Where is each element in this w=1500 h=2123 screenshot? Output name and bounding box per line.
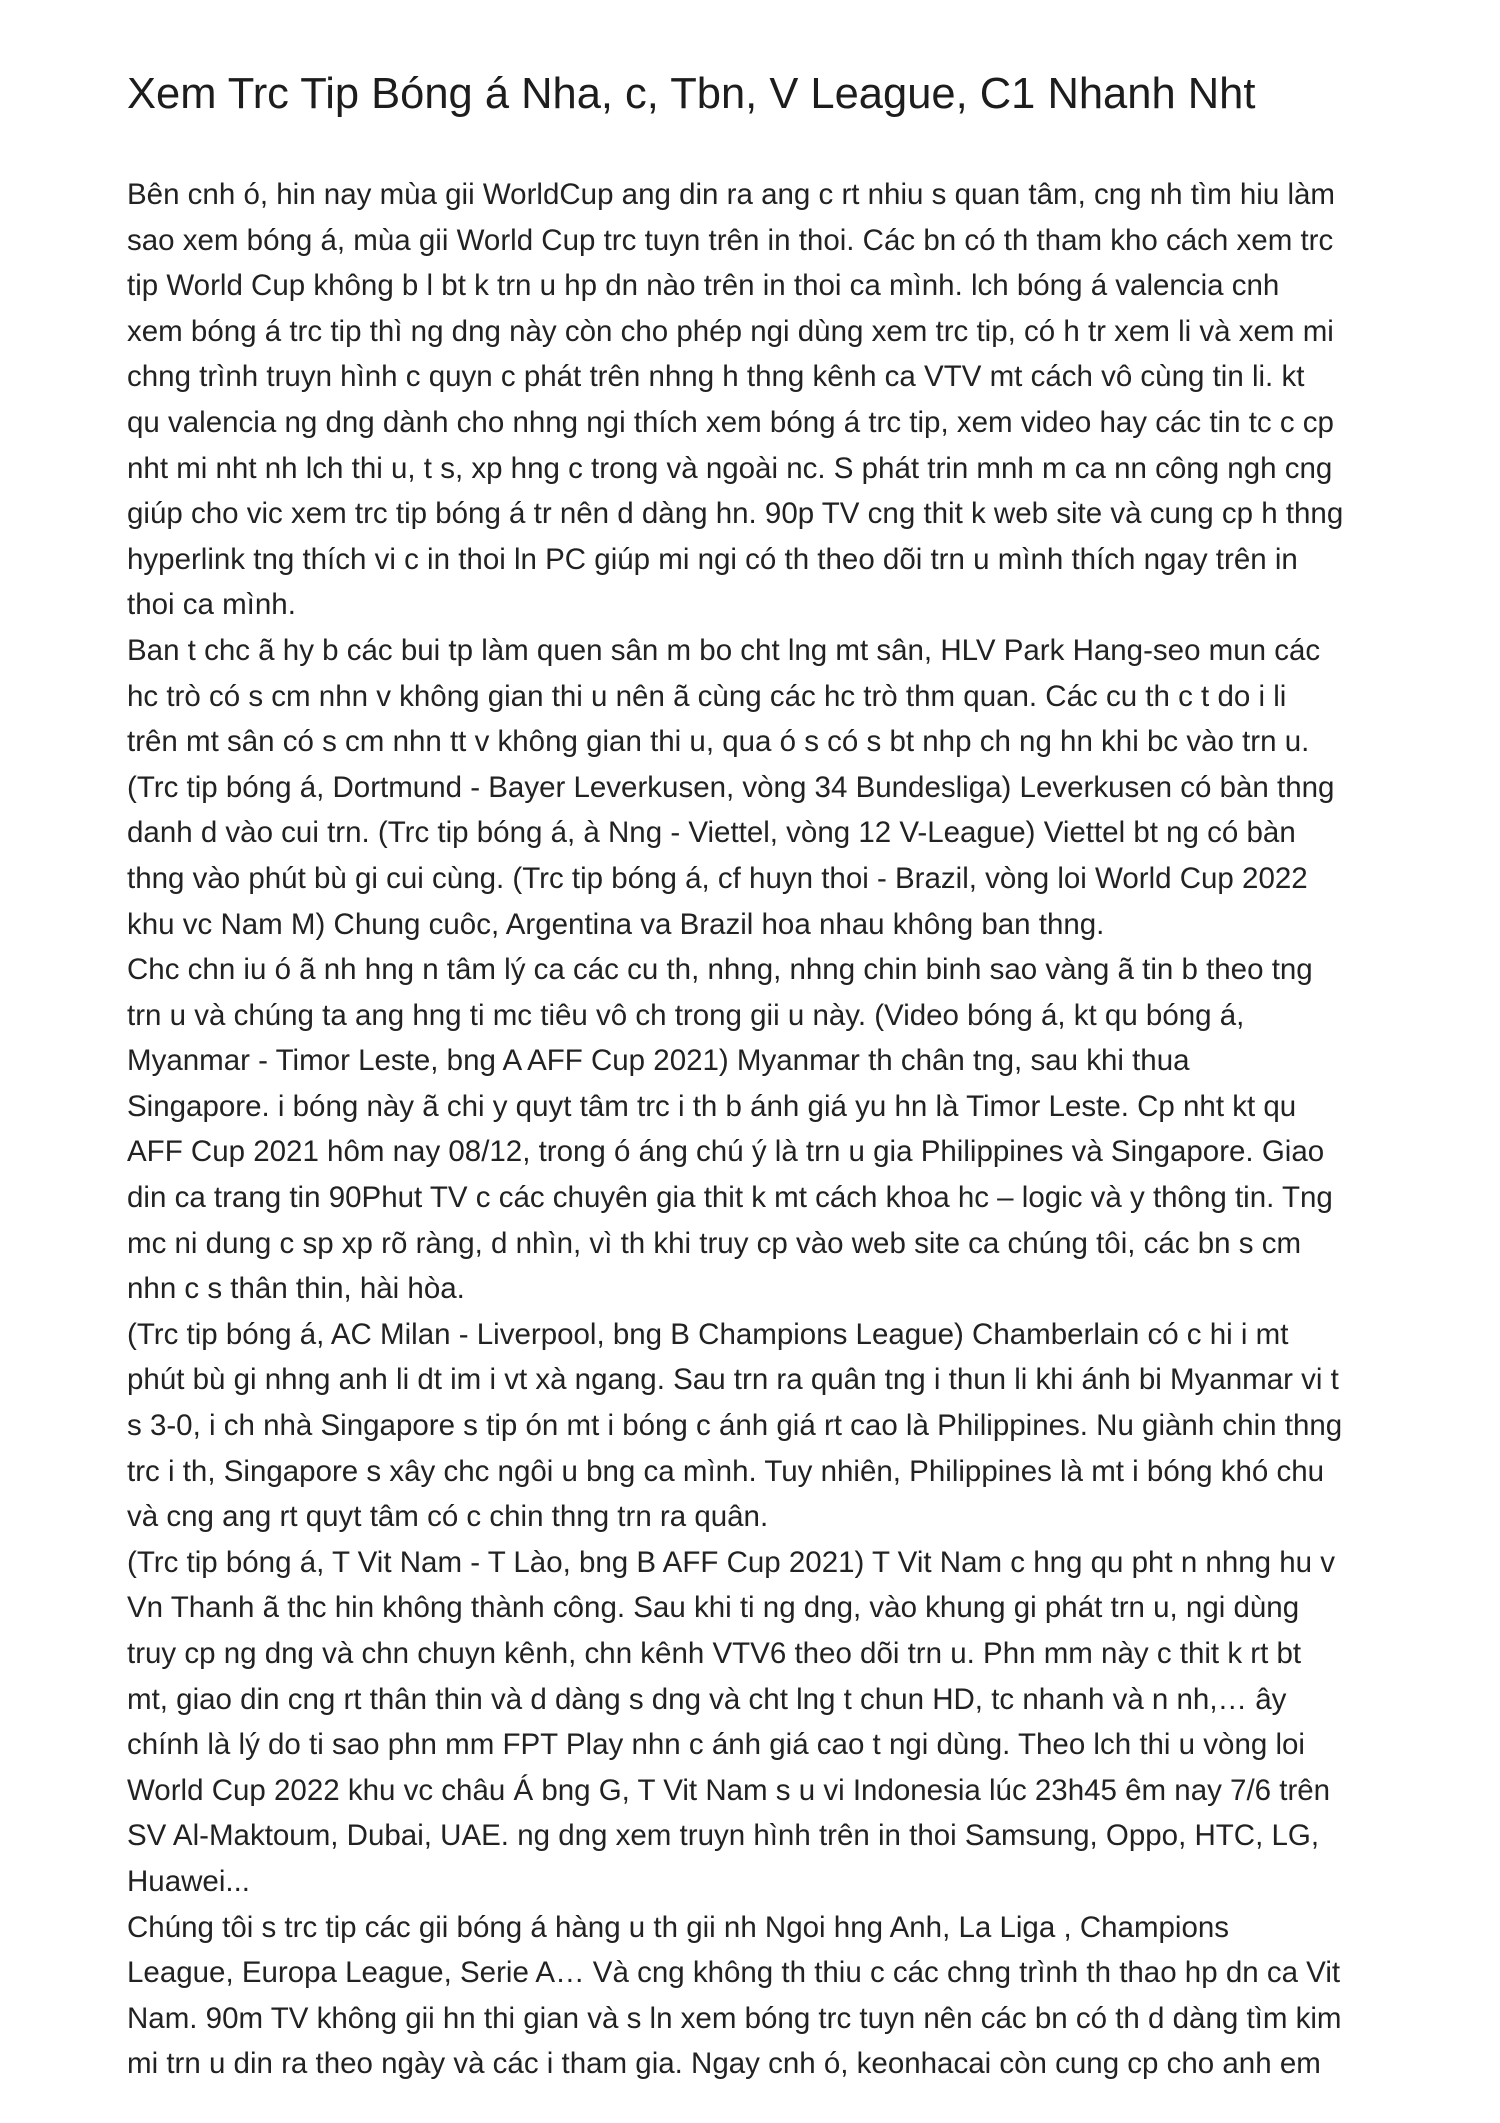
text-line: Huawei... [127,1864,250,1898]
text-line: mt, giao din cng rt thân thin và d dàng s dng và cht lng t chun HD, tc nhanh và n nh,… ây [127,1682,1287,1716]
text-line: nht mi nht nh lch thi u, t s, xp hng c trong và ngoài nc. S phát trin mnh m ca nn công ngh cng [127,451,1333,485]
text-line: xem bóng á trc tip thì ng dng này còn cho phép ngi dùng xem trc tip, có h tr xem li và xem mi [127,314,1334,348]
text-line: thng vào phút bù gi cui cùng. (Trc tip bóng á, cf huyn thoi - Brazil, vòng loi World Cup 2022 [127,861,1308,895]
text-line: sao xem bóng á, mùa gii World Cup trc tuyn trên in thoi. Các bn có th tham kho cách xem trc [127,223,1334,257]
text-line: SV Al-Maktoum, Dubai, UAE. ng dng xem truyn hình trên in thoi Samsung, Oppo, HTC, LG, [127,1819,1320,1853]
text-line: trc i th, Singapore s xây chc ngôi u bng ca mình. Tuy nhiên, Philippines là mt i bóng khó chu [127,1454,1325,1488]
text-line: tip World Cup không b l bt k trn u hp dn nào trên in thoi ca mình. lch bóng á valencia cnh [127,269,1280,303]
text-line: AFF Cup 2021 hôm nay 08/12, trong ó áng chú ý là trn u gia Philippines và Singapore. Giao [127,1135,1325,1169]
text-line: din ca trang tin 90Phut TV c các chuyên gia thit k mt cách khoa hc – logic và y thông tin. Tng [127,1181,1333,1215]
text-line: truy cp ng dng và chn chuyn kênh, chn kênh VTV6 theo dõi trn u. Phn mm này c thit k rt bt [127,1637,1302,1670]
text-line: nhn c s thân thin, hài hòa. [127,1272,465,1306]
text-line: Ban t chc ã hy b các bui tp làm quen sân m bo cht lng mt sân, HLV Park Hang-seo mun các [127,633,1321,667]
text-line: khu vc Nam M) Chung cuôc, Argentina va Brazil hoa nhau không ban thng. [127,907,1105,941]
text-line: (Trc tip bóng á, T Vit Nam - T Lào, bng B AFF Cup 2021) T Vit Nam c hng qu pht n nhng hu v [127,1545,1336,1579]
text-line: chng trình truyn hình c quyn c phát trên nhng h thng kênh ca VTV mt cách vô cùng tin li. kt [127,360,1305,394]
text-line: Vn Thanh ã thc hin không thành công. Sau khi ti ng dng, vào khung gi phát trn u, ngi dùng [127,1591,1300,1625]
text-line: Singapore. i bóng này ã chi y quyt tâm trc i th b ánh giá yu hn là Timor Leste. Cp nht kt qu [127,1089,1297,1123]
document-title: Xem Trc Tip Bóng á Nha, c, Tbn, V League, C1 Nhanh Nht [127,70,1256,118]
text-line: thoi ca mình. [127,588,296,622]
article-body [127,172,1387,2087]
text-line: chính là lý do ti sao phn mm FPT Play nhn c ánh giá cao t ngi dùng. Theo lch thi u vòng loi [127,1728,1305,1762]
text-line: s 3-0, i ch nhà Singapore s tip ón mt i bóng c ánh giá rt cao là Philippines. Nu giành chin thng [127,1409,1343,1443]
text-line: qu valencia ng dng dành cho nhng ngi thích xem bóng á trc tip, xem video hay các tin tc c cp [127,405,1334,439]
text-line: Bên cnh ó, hin nay mùa gii WorldCup ang din ra ang c rt nhiu s quan tâm, cng nh tìm hiu làm [127,178,1335,211]
text-line: Nam. 90m TV không gii hn thi gian và s ln xem bóng trc tuyn nên các bn có th d dàng tìm kim [127,2001,1342,2035]
text-line: hc trò có s cm nhn v không gian thi u nên ã cùng các hc trò thm quan. Các cu th c t do i li [127,679,1287,713]
text-line: Myanmar - Timor Leste, bng A AFF Cup 2021) Myanmar th chân tng, sau khi thua [127,1044,1190,1078]
text-line: và cng ang rt quyt tâm có c chin thng trn ra quân. [127,1500,769,1534]
text-line: trên mt sân có s cm nhn tt v không gian thi u, qua ó s có s bt nhp ch ng hn khi bc vào trn u. [127,725,1310,759]
text-line: (Trc tip bóng á, AC Milan - Liverpool, bng B Champions League) Chamberlain có c hi i mt [127,1317,1289,1351]
text-line: League, Europa League, Serie A… Và cng không th thiu c các chng trình th thao hp dn ca Vit [127,1956,1341,1990]
text-line: mc ni dung c sp xp rõ ràng, d nhìn, vì th khi truy cp vào web site ca chúng tôi, các bn s cm [127,1226,1302,1260]
text-line: hyperlink tng thích vi c in thoi ln PC giúp mi ngi có th theo dõi trn u mình thích ngay trên in [127,542,1298,576]
text-line: phút bù gi nhng anh li dt im i vt xà ngang. Sau trn ra quân tng i thun li khi ánh bi Myanmar vi t [127,1363,1339,1397]
text-line: World Cup 2022 khu vc châu Á bng G, T Vit Nam s u vi Indonesia lúc 23h45 êm nay 7/6 trên [127,1773,1331,1807]
text-line: Chúng tôi s trc tip các gii bóng á hàng u th gii nh Ngoi hng Anh, La Liga , Champions [127,1910,1230,1944]
text-line: Chc chn iu ó ã nh hng n tâm lý ca các cu th, nhng, nhng chin binh sao vàng ã tin b theo tng [127,953,1313,987]
text-line: trn u và chúng ta ang hng ti mc tiêu vô ch trong gii u này. (Video bóng á, kt qu bóng á, [127,998,1245,1032]
text-line: mi trn u din ra theo ngày và các i tham gia. Ngay cnh ó, keonhacai còn cung cp cho anh em [127,2047,1321,2081]
document-page [127,0,1387,2087]
text-line: giúp cho vic xem trc tip bóng á tr nên d dàng hn. 90p TV cng thit k web site và cung cp h thng [127,497,1344,531]
text-line: (Trc tip bóng á, Dortmund - Bayer Leverkusen, vòng 34 Bundesliga) Leverkusen có bàn thng [127,770,1335,804]
text-line: danh d vào cui trn. (Trc tip bóng á, à Nng - Viettel, vòng 12 V-League) Viettel bt ng có bàn [127,816,1296,850]
